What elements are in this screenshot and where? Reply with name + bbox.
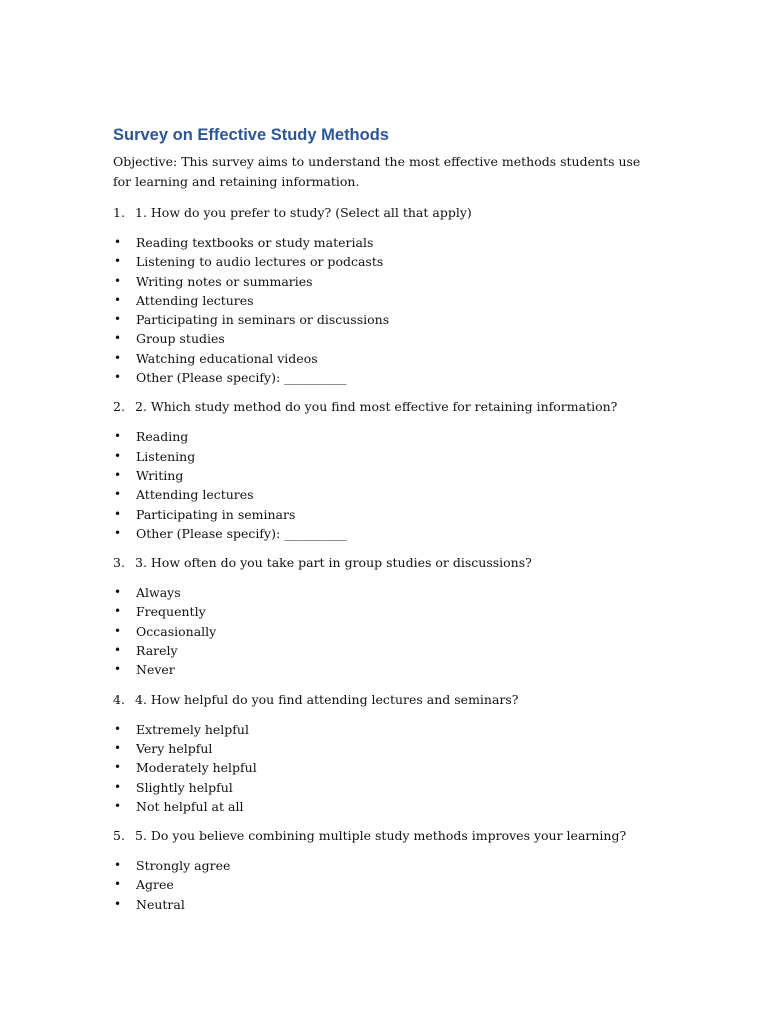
question-text: 1. How do you prefer to study? (Select all that apply) [135, 205, 472, 220]
option-label: Watching educational videos [136, 350, 318, 366]
question-5 [113, 826, 653, 846]
option-label: Frequently [136, 604, 206, 620]
bullet-icon: • [114, 370, 122, 385]
option-label: Not helpful at all [136, 798, 244, 814]
option-list [113, 233, 653, 387]
bullet-icon: • [114, 487, 122, 502]
option-list [113, 427, 653, 543]
bullet-icon: • [114, 312, 122, 327]
option-item [113, 641, 653, 660]
option-label: Always [136, 585, 181, 601]
option-label: Writing notes or summaries [136, 273, 313, 289]
option-label: Listening to audio lectures or podcasts [136, 254, 384, 270]
question-number: 5. [113, 828, 125, 844]
bullet-icon: • [114, 467, 122, 482]
option-label: Rarely [136, 643, 178, 659]
question-list [113, 203, 653, 914]
option-item [113, 447, 653, 466]
bullet-icon: • [114, 623, 122, 638]
bullet-icon: • [114, 877, 122, 892]
option-item [113, 895, 653, 914]
option-label: Attending lectures [136, 292, 254, 308]
option-label: Moderately helpful [136, 760, 257, 776]
bullet-icon: • [114, 779, 122, 794]
option-item [113, 291, 653, 310]
option-label: Participating in seminars [136, 506, 296, 522]
question-number: 4. [113, 691, 125, 707]
question-4 [113, 690, 653, 710]
option-item [113, 505, 653, 524]
bullet-icon: • [114, 350, 122, 365]
bullet-icon: • [114, 273, 122, 288]
option-list [113, 720, 653, 816]
option-label: Reading [136, 429, 189, 445]
bullet-icon: • [114, 506, 122, 521]
option-item [113, 797, 653, 816]
bullet-icon: • [114, 525, 122, 540]
option-item [113, 524, 653, 543]
option-item [113, 739, 653, 758]
option-list [113, 856, 653, 914]
option-item [113, 758, 653, 777]
question-text: 5. Do you believe combining multiple study methods improves your learning? [135, 828, 627, 844]
question-text: 4. How helpful do you find attending lectures and seminars? [135, 691, 519, 707]
option-label: Group studies [136, 331, 225, 347]
option-item [113, 622, 653, 641]
option-label: Agree [136, 877, 174, 893]
option-item [113, 349, 653, 368]
option-label: Extremely helpful [136, 721, 249, 737]
option-item [113, 583, 653, 602]
question-number: 1. [113, 205, 125, 220]
option-item [113, 466, 653, 485]
bullet-icon: • [114, 896, 122, 911]
option-item [113, 427, 653, 446]
bullet-icon: • [114, 760, 122, 775]
bullet-icon: • [114, 721, 122, 736]
option-label: Other (Please specify): __________ [136, 370, 347, 386]
option-label: Writing [136, 467, 184, 483]
bullet-icon: • [114, 740, 122, 755]
option-item [113, 660, 653, 679]
bullet-icon: • [114, 643, 122, 658]
option-label: Occasionally [136, 623, 217, 639]
option-label: Reading textbooks or study materials [136, 235, 374, 250]
question-number: 3. [113, 555, 125, 571]
question-1 [113, 203, 653, 223]
bullet-icon: • [114, 331, 122, 346]
question-2 [113, 397, 653, 417]
option-item [113, 856, 653, 875]
option-list [113, 583, 653, 679]
question-3 [113, 553, 653, 573]
option-item [113, 602, 653, 621]
option-item [113, 778, 653, 797]
bullet-icon: • [114, 662, 122, 677]
bullet-icon: • [114, 448, 122, 463]
question-text: 2. Which study method do you find most effective for retaining information? [135, 399, 618, 415]
option-label: Slightly helpful [136, 779, 233, 795]
bullet-icon: • [114, 798, 122, 813]
option-label: Very helpful [136, 740, 213, 756]
option-label: Strongly agree [136, 858, 231, 874]
option-label: Other (Please specify): __________ [136, 525, 347, 541]
option-label: Participating in seminars or discussions [136, 312, 390, 328]
option-item [113, 252, 653, 271]
option-item [113, 368, 653, 387]
survey-document [113, 124, 653, 924]
question-number: 2. [113, 399, 125, 415]
bullet-icon: • [114, 585, 122, 600]
option-label: Neutral [136, 896, 185, 912]
option-item [113, 329, 653, 348]
option-label: Attending lectures [136, 487, 254, 503]
question-text: 3. How often do you take part in group studies or discussions? [135, 555, 532, 571]
option-item [113, 485, 653, 504]
option-item [113, 720, 653, 739]
bullet-icon: • [114, 429, 122, 444]
option-item [113, 272, 653, 291]
option-label: Listening [136, 448, 196, 464]
bullet-icon: • [114, 254, 122, 269]
option-item [113, 875, 653, 894]
option-item [113, 310, 653, 329]
option-item [113, 233, 653, 252]
document-title: Survey on Effective Study Methods [113, 126, 389, 144]
bullet-icon: • [114, 858, 122, 873]
bullet-icon: • [114, 235, 122, 249]
bullet-icon: • [114, 604, 122, 619]
bullet-icon: • [114, 292, 122, 307]
survey-objective: Objective: This survey aims to understand the most effective methods students use for learning and retaining information. [113, 154, 641, 189]
option-label: Never [136, 662, 175, 678]
